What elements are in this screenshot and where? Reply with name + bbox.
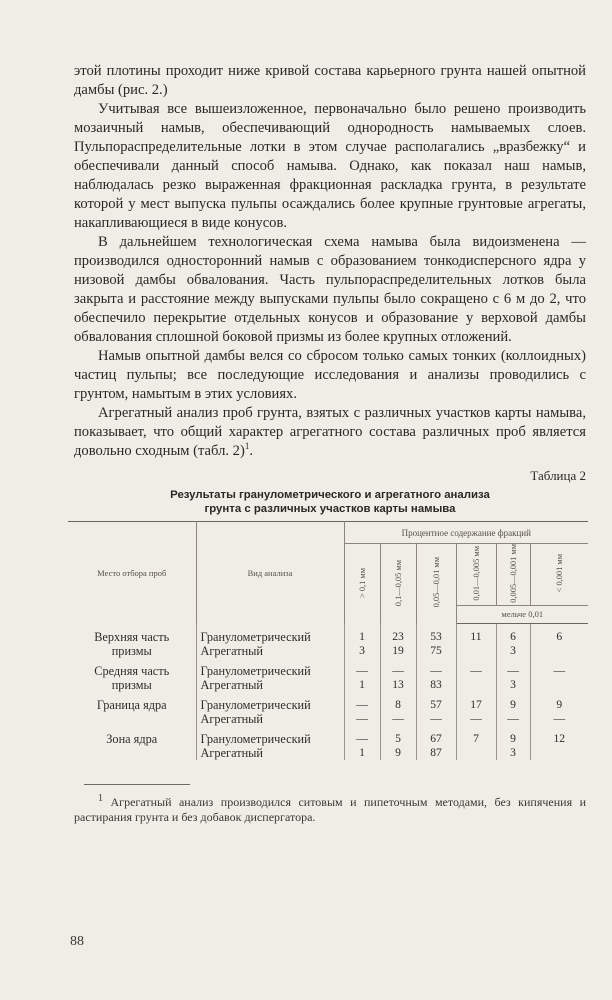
footnote-marker: 1	[98, 792, 103, 804]
results-table	[68, 521, 588, 760]
analysis-kind: Агрегатный	[196, 678, 344, 692]
table-row	[68, 732, 588, 746]
analysis-kind: Агрегатный	[196, 644, 344, 658]
col-header-place: Место отбора проб	[68, 522, 196, 624]
finer-header: мельче 0,01	[456, 605, 588, 623]
fraction-value: 3	[496, 644, 530, 658]
table-row	[68, 664, 588, 678]
fraction-value: 23	[380, 630, 416, 644]
table-row	[68, 678, 588, 692]
footnote-rule	[84, 784, 190, 785]
analysis-kind: Гранулометрический	[196, 732, 344, 746]
fraction-value: —	[344, 664, 380, 678]
col-header-kind: Вид анализа	[196, 522, 344, 624]
sampling-place: призмы	[111, 643, 152, 658]
fraction-value: —	[530, 712, 588, 726]
fraction-value: 1	[344, 746, 380, 760]
fraction-value: 17	[456, 698, 496, 712]
fraction-value: 9	[496, 698, 530, 712]
analysis-kind: Агрегатный	[196, 746, 344, 760]
fraction-header: > 0,1 мм	[357, 567, 367, 598]
fraction-value: 13	[380, 678, 416, 692]
sampling-place: Верхняя часть	[94, 629, 170, 644]
fraction-value: 12	[530, 732, 588, 746]
fraction-value: 87	[416, 746, 456, 760]
fraction-value: 9	[530, 698, 588, 712]
fraction-value	[456, 746, 496, 760]
footnote-ref: 1	[244, 441, 250, 452]
col-header-group: Процентное содержание фракций	[344, 522, 588, 544]
fraction-value: —	[416, 712, 456, 726]
table-title	[74, 488, 586, 516]
paragraph-text: Агрегатный анализ проб грунта, взятых с различных участков карты намыва, показывает, что общий характер агрегатного состава различных проб является довольно сходным (табл. 2)	[74, 405, 586, 459]
fraction-header: 0,1—0,05 мм	[393, 559, 403, 606]
fraction-value: 7	[456, 732, 496, 746]
fraction-value	[530, 746, 588, 760]
table-row	[68, 746, 588, 760]
table-number: Таблица 2	[530, 468, 586, 483]
fraction-value: 6	[530, 630, 588, 644]
fraction-value: 3	[344, 644, 380, 658]
fraction-value: 83	[416, 678, 456, 692]
fraction-value	[456, 678, 496, 692]
analysis-kind: Гранулометрический	[196, 698, 344, 712]
fraction-value: 9	[496, 732, 530, 746]
paragraph: В дальнейшем технологическая схема намыва была видоизменена — производился односторонний намыв с образованием тонкодисперсного ядра у низовой дамбы обвалования. Часть пульпораспределительных лотков была закрыта и расстояние между выпусками пульпы было сокращено с 6 м до 2, что обеспечило перекрытие отдельных конусов и образование у верховой дамбы обвалования сплошной боковой призмы из более крупных отложений.	[74, 234, 586, 345]
fraction-value	[530, 644, 588, 658]
fraction-value: —	[530, 664, 588, 678]
fraction-value: —	[344, 732, 380, 746]
table-row	[68, 644, 588, 658]
footnote-text: Агрегатный анализ производился ситовым и пипеточным методами, без кипячения и растирания грунта и без добавок диспергатора.	[74, 794, 586, 824]
fraction-value: 5	[380, 732, 416, 746]
fraction-header: 0,01—0,005 мм	[471, 546, 481, 601]
table-row	[68, 712, 588, 726]
footnote	[74, 791, 586, 825]
fraction-value	[456, 644, 496, 658]
fraction-value: —	[416, 664, 456, 678]
sampling-place	[68, 746, 196, 760]
table-row	[68, 630, 588, 644]
fraction-value: 57	[416, 698, 456, 712]
sampling-place: Граница ядра	[96, 697, 167, 712]
fraction-value: —	[380, 712, 416, 726]
sampling-place: призмы	[111, 677, 152, 692]
fraction-value: 67	[416, 732, 456, 746]
fraction-value	[530, 678, 588, 692]
fraction-header: < 0,001 мм	[554, 554, 564, 593]
analysis-kind: Агрегатный	[196, 712, 344, 726]
fraction-value: 75	[416, 644, 456, 658]
fraction-value: 53	[416, 630, 456, 644]
fraction-value: 3	[496, 678, 530, 692]
fraction-value: —	[344, 698, 380, 712]
page-body	[74, 62, 586, 825]
fraction-value: —	[496, 712, 530, 726]
fraction-value: 11	[456, 630, 496, 644]
sampling-place: Средняя часть	[94, 663, 170, 678]
paragraph: этой плотины проходит ниже кривой состава карьерного грунта нашей опытной дамбы (рис. 2.)	[74, 63, 586, 98]
paragraph: Агрегатный анализ проб грунта, взятых с различных участков карты намыва, показывает, что общий характер агрегатного состава различных проб является довольно сходным (табл. 2)$^1$.	[74, 405, 586, 459]
fraction-header: 0,05—0,01 мм	[431, 557, 441, 608]
table-title-line: грунта с различных участков карты намыва	[204, 503, 456, 515]
fraction-value: 19	[380, 644, 416, 658]
fraction-value: 1	[344, 678, 380, 692]
fraction-value: 3	[496, 746, 530, 760]
fraction-value: —	[496, 664, 530, 678]
fraction-value: 6	[496, 630, 530, 644]
fraction-header: 0,005—0,001 мм	[508, 544, 518, 603]
paragraph: Учитывая все вышеизложенное, первоначально было решено производить мозаичный намыв, обеспечивающий однородность намываемых слоев. Пульпораспределительные лотки в этом случае располагались „вразбежку“ и обеспечивали данный способ намыва. Однако, как показал наш намыв, наблюдалась резко выраженная фракционная раскладка грунта, в результате которой у мест выпуска пульпы осаждались более крупные грунтовые агрегаты, накапливающиеся в виде конусов.	[74, 101, 586, 231]
fraction-value: 1	[344, 630, 380, 644]
fraction-value: 8	[380, 698, 416, 712]
page-number: 88	[70, 934, 84, 949]
table-title-line: Результаты гранулометрического и агрегатного анализа	[170, 489, 490, 501]
paragraph: Намыв опытной дамбы велся со сбросом только самых тонких (коллоидных) частиц пульпы; все последующие исследования и анализы проводились с грунтом, намытым в этих условиях.	[74, 348, 586, 402]
analysis-kind: Гранулометрический	[196, 630, 344, 644]
fraction-value: —	[380, 664, 416, 678]
fraction-value: —	[456, 664, 496, 678]
fraction-value: —	[344, 712, 380, 726]
analysis-kind: Гранулометрический	[196, 664, 344, 678]
sampling-place: Зона ядра	[106, 731, 158, 746]
sampling-place	[68, 712, 196, 726]
table-row	[68, 698, 588, 712]
fraction-value: 9	[380, 746, 416, 760]
fraction-value: —	[456, 712, 496, 726]
